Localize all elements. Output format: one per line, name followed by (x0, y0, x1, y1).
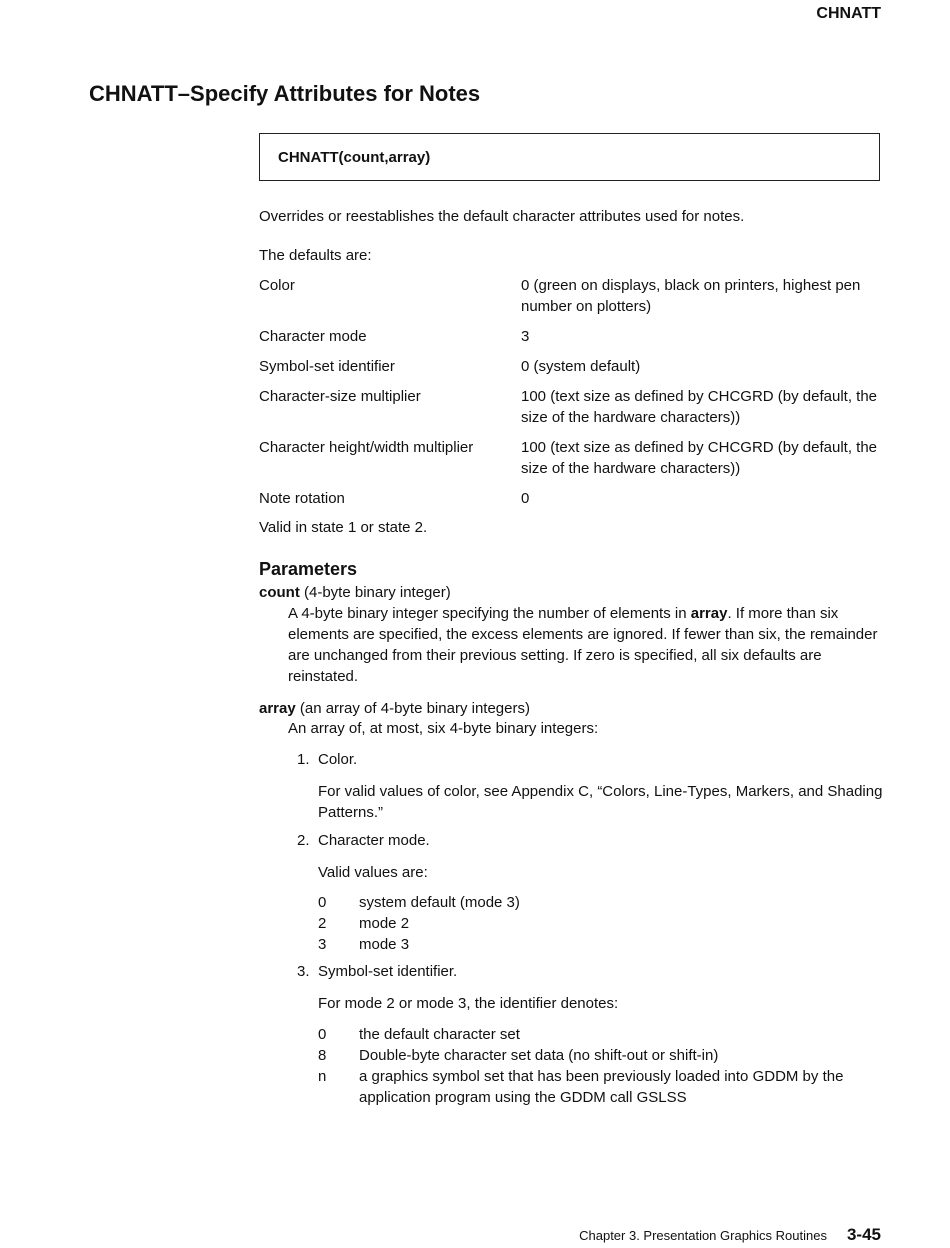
value-row (318, 934, 884, 955)
list-item-number: 3. (297, 963, 310, 980)
value-row (318, 1024, 884, 1045)
syntax-box (259, 133, 880, 181)
value-key: 0 (318, 1026, 327, 1043)
value-key: n (318, 1068, 327, 1085)
value-key: 0 (318, 894, 327, 911)
value-key: 8 (318, 1047, 327, 1064)
array-term (259, 698, 530, 719)
default-value: 100 (text size as defined by CHCGRD (by default, the size of the hardware characters)) (521, 388, 878, 426)
count-desc-b: . If more than six elements are specified, the excess elements are ignored. If fewer than six, the remainder are unchanged from their previous setting. If zero is specified, all six defaults are reinstated. (288, 605, 878, 685)
footer-chapter: Chapter 3. Presentation Graphics Routines (579, 1228, 827, 1243)
count-desc-a: A 4-byte binary integer specifying the number of elements in (288, 605, 691, 622)
list-item (297, 832, 884, 849)
value-desc: a graphics symbol set that has been previously loaded into GDDM by the application program using the GDDM call GSLSS (359, 1068, 844, 1106)
value-row (318, 892, 884, 913)
value-desc: mode 3 (359, 936, 410, 953)
default-label: Symbol-set identifier (259, 358, 395, 375)
page-footer (579, 1225, 881, 1245)
list-item (297, 751, 884, 768)
value-desc: the default character set (359, 1026, 520, 1043)
default-row (259, 275, 884, 317)
defaults-intro: The defaults are: (259, 247, 372, 264)
default-row (259, 488, 884, 509)
default-value: 0 (green on displays, black on printers, highest pen number on plotters) (521, 277, 861, 315)
count-type: (4-byte binary integer) (299, 584, 451, 601)
list-item-note: Valid values are: (318, 864, 428, 881)
count-desc-bold: array (690, 605, 728, 622)
default-value: 0 (system default) (521, 358, 641, 375)
default-label: Character mode (259, 328, 367, 345)
value-row (318, 913, 884, 934)
page-title: CHNATT–Specify Attributes for Notes (89, 81, 481, 106)
parameters-heading: Parameters (259, 559, 358, 579)
default-value: 0 (521, 490, 530, 507)
default-label: Note rotation (259, 490, 345, 507)
footer-page-number: 3-45 (846, 1225, 881, 1244)
list-item-label: Color. (318, 751, 358, 768)
running-head: CHNATT (816, 5, 881, 22)
count-name: count (259, 584, 300, 601)
value-desc: Double-byte character set data (no shift-out or shift-in) (359, 1047, 719, 1064)
value-list (318, 1024, 884, 1108)
default-row (259, 356, 884, 377)
intro-text: Overrides or reestablishes the default character attributes used for notes. (259, 208, 745, 225)
default-row (259, 386, 884, 428)
list-item-note: For mode 2 or mode 3, the identifier denotes: (318, 995, 619, 1012)
value-desc: mode 2 (359, 915, 410, 932)
syntax-text: CHNATT(count,array) (278, 149, 431, 166)
value-key: 3 (318, 936, 327, 953)
default-row (259, 437, 884, 479)
list-item-number: 1. (297, 751, 310, 768)
array-name: array (259, 700, 296, 717)
default-label: Character-size multiplier (259, 388, 421, 405)
count-description (288, 603, 884, 687)
default-row (259, 326, 884, 347)
default-value: 3 (521, 328, 530, 345)
defaults-table (259, 275, 884, 518)
value-desc: system default (mode 3) (359, 894, 520, 911)
list-item-label: Symbol-set identifier. (318, 963, 458, 980)
default-value: 100 (text size as defined by CHCGRD (by default, the size of the hardware characters)) (521, 439, 878, 477)
array-description: An array of, at most, six 4-byte binary integers: (288, 720, 599, 737)
list-item-label: Character mode. (318, 832, 430, 849)
list-item-note: For valid values of color, see Appendix C, “Colors, Line-Types, Markers, and Shading Patterns.” (318, 783, 883, 821)
default-label: Color (259, 277, 295, 294)
value-row (318, 1045, 884, 1066)
list-item-number: 2. (297, 832, 310, 849)
value-row (318, 1066, 884, 1108)
valid-state-text: Valid in state 1 or state 2. (259, 519, 428, 536)
count-term (259, 582, 451, 603)
default-label: Character height/width multiplier (259, 439, 474, 456)
array-type: (an array of 4-byte binary integers) (295, 700, 530, 717)
value-list (318, 892, 884, 955)
value-key: 2 (318, 915, 327, 932)
list-item (297, 963, 884, 980)
